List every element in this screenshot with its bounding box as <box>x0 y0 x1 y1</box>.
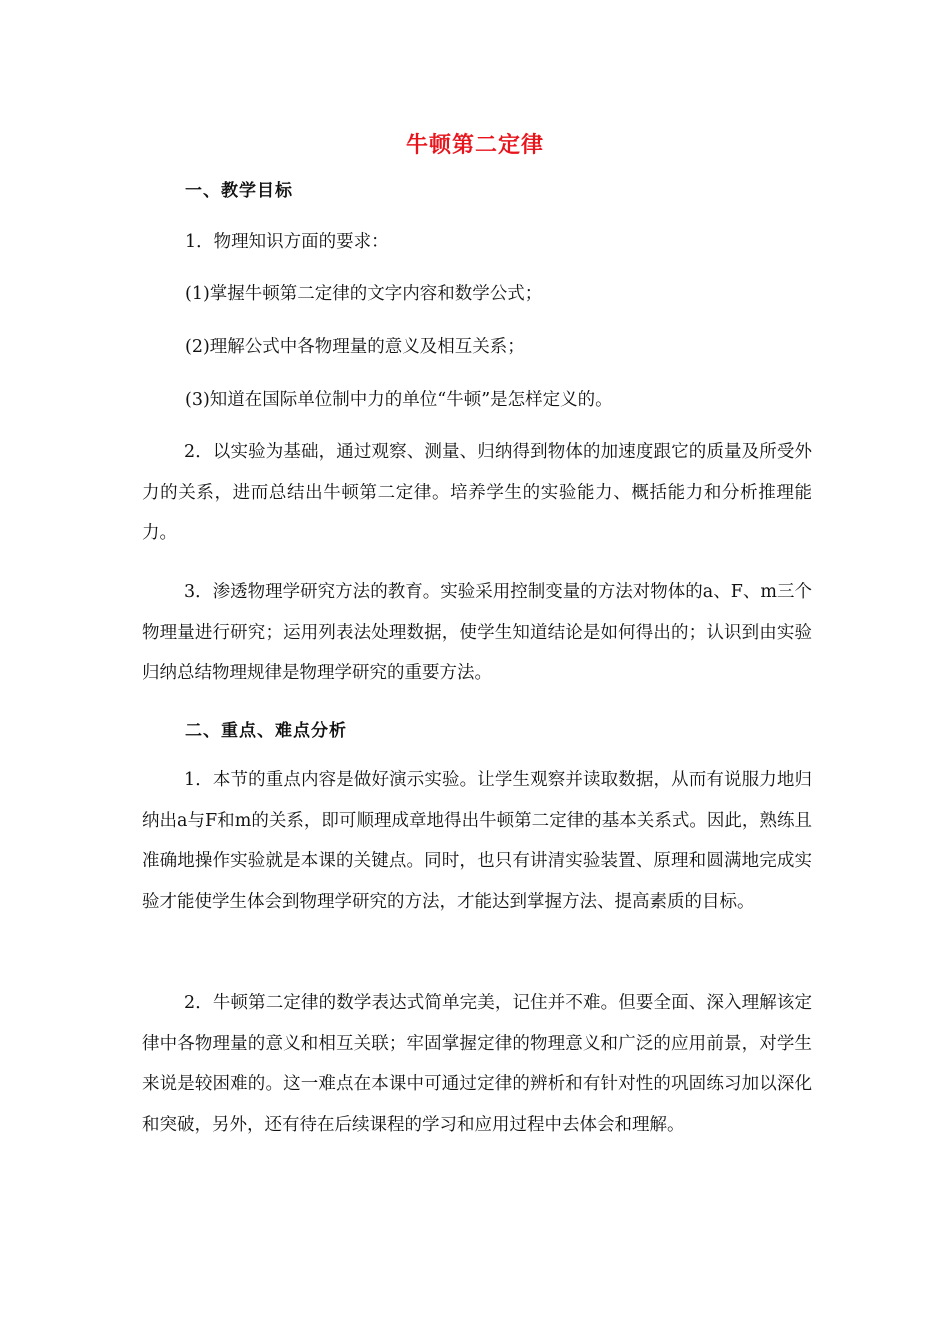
goal-1-sub-3: (3)知道在国际单位制中力的单位“牛顿”是怎样定义的。 <box>185 390 613 410</box>
goal-2-paragraph: 2．以实验为基础，通过观察、测量、归纳得到物体的加速度跟它的质量及所受外力的关系，进而总结出牛顿第二定律。培养学生的实验能力、概括能力和分析推理能力。 <box>142 442 812 543</box>
goal-1-sub-1: (1)掌握牛顿第二定律的文字内容和数学公式； <box>185 284 543 304</box>
document-title: 牛顿第二定律 <box>405 133 544 158</box>
goal-3-paragraph: 3．渗透物理学研究方法的教育。实验采用控制变量的方法对物体的a、F、m三个物理量进行研究；运用列表法处理数据，使学生知道结论是如何得出的；认识到由实验归纳总结物理规律是物理学研究的重要方法。 <box>142 582 812 683</box>
section-heading-key-points: 二、重点、难点分析 <box>185 721 347 741</box>
goal-1-sub-2: (2)理解公式中各物理量的意义及相互关系； <box>185 337 525 357</box>
section-heading-teaching-goals: 一、教学目标 <box>185 181 293 201</box>
key-point-1-paragraph: 1．本节的重点内容是做好演示实验。让学生观察并读取数据，从而有说服力地归纳出a与F和m的关系，即可顺理成章地得出牛顿第二定律的基本关系式。因此，熟练且准确地操作实验就是本课的关键点。同时，也只有讲清实验装置、原理和圆满地完成实验才能使学生体会到物理学研究的方法，才能达到掌握方法、提高素质的目标。 <box>142 770 812 912</box>
goal-1-intro: 1．物理知识方面的要求： <box>185 232 389 252</box>
key-point-2-paragraph: 2．牛顿第二定律的数学表达式简单完美，记住并不难。但要全面、深入理解该定律中各物理量的意义和相互关联；牢固掌握定律的物理意义和广泛的应用前景，对学生来说是较困难的。这一难点在本课中可通过定律的辨析和有针对性的巩固练习加以深化和突破，另外，还有待在后续课程的学习和应用过程中去体会和理解。 <box>142 993 812 1135</box>
